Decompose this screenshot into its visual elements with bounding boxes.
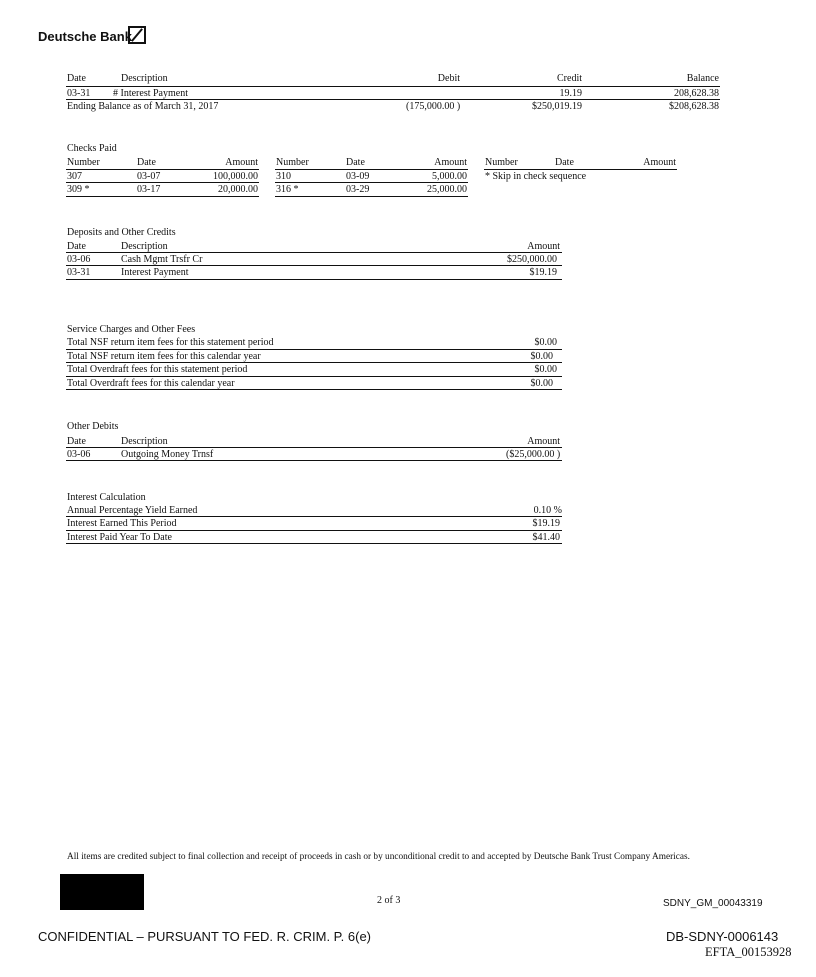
other-debits-title: Other Debits xyxy=(67,421,119,432)
deposits-header-date: Date xyxy=(67,241,86,252)
check-amount: 5,000.00 xyxy=(432,171,467,182)
check-date: 03-17 xyxy=(137,184,161,195)
checks-col1-header-date: Date xyxy=(137,157,156,168)
interest-amount: 0.10 % xyxy=(533,505,562,516)
service-charges-title: Service Charges and Other Fees xyxy=(67,324,196,335)
page-number: 2 of 3 xyxy=(377,895,401,906)
check-date: 03-07 xyxy=(137,171,161,182)
fee-label: Total NSF return item fees for this calendar year xyxy=(67,351,261,362)
deposits-header-amount: Amount xyxy=(527,241,560,252)
fee-amount: $0.00 xyxy=(530,351,553,362)
checks-col2-header-amount: Amount xyxy=(434,157,467,168)
deposit-date: 03-31 xyxy=(67,267,91,278)
summary-row-balance: 208,628.38 xyxy=(674,88,719,99)
deposit-description: Interest Payment xyxy=(121,267,189,278)
debit-amount: ($25,000.00 ) xyxy=(506,449,561,460)
checks-paid-title: Checks Paid xyxy=(67,143,117,154)
summary-header-description: Description xyxy=(121,73,168,84)
checks-col3-header-date: Date xyxy=(555,157,574,168)
checks-col3-header-amount: Amount xyxy=(643,157,676,168)
ending-balance-credit: $250,019.19 xyxy=(532,101,582,112)
check-amount: 100,000.00 xyxy=(213,171,258,182)
deposits-title: Deposits and Other Credits xyxy=(67,227,176,238)
checks-col3-header-number: Number xyxy=(485,157,518,168)
interest-label: Interest Earned This Period xyxy=(67,518,177,529)
summary-row-credit: 19.19 xyxy=(559,88,582,99)
checks-col2-header-date: Date xyxy=(346,157,365,168)
deutsche-bank-logo-icon xyxy=(128,26,146,44)
interest-amount: $19.19 xyxy=(532,518,560,529)
check-amount: 20,000.00 xyxy=(218,184,258,195)
ending-balance-balance: $208,628.38 xyxy=(669,101,719,112)
interest-amount: $41.40 xyxy=(532,532,560,543)
fee-label: Total Overdraft fees for this statement period xyxy=(67,364,248,375)
ending-balance-debit: (175,000.00 ) xyxy=(406,101,461,112)
interest-calculation-title: Interest Calculation xyxy=(67,492,146,503)
debits-header-amount: Amount xyxy=(527,436,560,447)
summary-header-date: Date xyxy=(67,73,86,84)
summary-header-balance: Balance xyxy=(686,73,719,84)
bates-number-efta: EFTA_00153928 xyxy=(705,945,792,959)
debit-description: Outgoing Money Trnsf xyxy=(121,449,214,460)
check-number: 307 xyxy=(67,171,82,182)
check-number: 310 xyxy=(276,171,291,182)
check-date: 03-29 xyxy=(346,184,370,195)
check-number: 309 * xyxy=(67,184,90,195)
checks-col1-header-amount: Amount xyxy=(225,157,258,168)
fee-amount: $0.00 xyxy=(534,364,557,375)
deposit-date: 03-06 xyxy=(67,254,91,265)
redaction-box xyxy=(60,874,144,910)
ending-balance-label: Ending Balance as of March 31, 2017 xyxy=(67,101,219,112)
fee-amount: $0.00 xyxy=(534,337,557,348)
bank-brand: Deutsche Bank xyxy=(38,29,132,44)
debits-header-description: Description xyxy=(121,436,168,447)
checks-col2-header-number: Number xyxy=(276,157,309,168)
check-date: 03-09 xyxy=(346,171,370,182)
deposit-amount: $19.19 xyxy=(529,267,557,278)
debit-date: 03-06 xyxy=(67,449,91,460)
debits-header-date: Date xyxy=(67,436,86,447)
deposit-description: Cash Mgmt Trsfr Cr xyxy=(121,254,203,265)
check-sequence-note: * Skip in check sequence xyxy=(485,171,587,182)
summary-row-date: 03-31 xyxy=(67,88,91,99)
summary-header-debit: Debit xyxy=(437,73,460,84)
confidential-notice: CONFIDENTIAL – PURSUANT TO FED. R. CRIM. P. 6(e) xyxy=(38,929,372,944)
interest-label: Annual Percentage Yield Earned xyxy=(67,505,198,516)
fee-label: Total Overdraft fees for this calendar year xyxy=(67,378,235,389)
disclaimer-text: All items are credited subject to final collection and receipt of proceeds in cash or by unconditional credit to and accepted by Deutsche Bank Trust Company Americas. xyxy=(67,852,690,862)
fee-label: Total NSF return item fees for this statement period xyxy=(67,337,274,348)
bates-number-db-sdny: DB-SDNY-0006143 xyxy=(666,929,779,944)
bates-number-sdny-gm: SDNY_GM_00043319 xyxy=(663,898,763,909)
fee-amount: $0.00 xyxy=(530,378,553,389)
summary-header-credit: Credit xyxy=(557,73,582,84)
deposit-amount: $250,000.00 xyxy=(507,254,557,265)
check-number: 316 * xyxy=(276,184,299,195)
interest-label: Interest Paid Year To Date xyxy=(67,532,172,543)
check-amount: 25,000.00 xyxy=(427,184,467,195)
deposits-header-description: Description xyxy=(121,241,168,252)
checks-col1-header-number: Number xyxy=(67,157,100,168)
summary-row-description: # Interest Payment xyxy=(113,88,188,99)
